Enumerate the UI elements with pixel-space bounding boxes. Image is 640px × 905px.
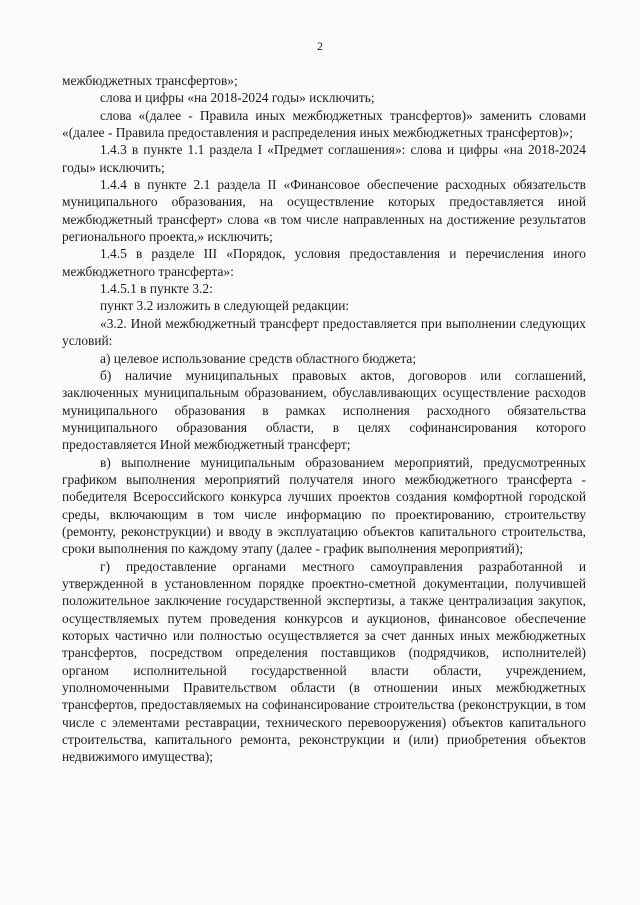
paragraph-new-edition: пункт 3.2 изложить в следующей редакции: <box>100 298 350 314</box>
paragraph-condition-g: г) предоставление органами местного самоуправления разработанной и утвержденной в установленном порядке проектно-сметной документации, получившей положительное заключение государственной экспертизы, а также централизация закупок, осуществляемых путем проведения конкурсов и аукционов, финансовое обеспечение которых частично или полностью осуществляется за счет данных иных межбюджетных трансфертов, посредством определения поставщиков (подрядчиков, исполнителей) органом исполнительной государственной власти области, учреждением, уполномоченными Правительством области (в отношении иных межбюджетных трансфертов, предоставляемых на софинансирование строительства (реконструкции, в том числе с элементами реставрации, технического перевооружения) объектов капитального строительства, капитального ремонта, реконструкции и (или) приобретения объектов недвижимого имущества); <box>62 558 586 765</box>
paragraph-1-4-3: 1.4.3 в пункте 1.1 раздела I «Предмет соглашения»: слова и цифры «на 2018-2024 годы» исключить; <box>62 142 586 175</box>
paragraph-3-2: «3.2. Иной межбюджетный трансферт предоставляется при выполнении следующих условий: <box>62 315 586 349</box>
paragraph-condition-b: б) наличие муниципальных правовых актов, договоров или соглашений, заключенных муниципальным образованием, обуславливающих осуществление расходов муниципального образования в рамках исполнения расходного обязательства муниципального образования области, в целях софинансирования которого предоставляется Иной межбюджетный трансферт; <box>62 367 586 453</box>
paragraph-replace-words: слова «(далее - Правила иных межбюджетных трансфертов)» заменить словами «(далее - Правила предоставления и распределения иных межбюджетных трансфертов)»; <box>62 107 586 141</box>
page-number: 2 <box>317 39 323 53</box>
paragraph-condition-a: а) целевое использование средств областного бюджета; <box>100 350 417 366</box>
paragraph-1-4-5: 1.4.5 в разделе III «Порядок, условия предоставления и перечисления иного межбюджетного трансферта»: <box>62 246 586 279</box>
paragraph-1-4-4: 1.4.4 в пункте 2.1 раздела II «Финансовое обеспечение расходных обязательств муниципального образования, на осуществление которых предоставляется иной межбюджетный трансферт» слова «в том числе направленных на достижение результатов регионального проекта,» исключить; <box>62 177 586 245</box>
paragraph-condition-v: в) выполнение муниципальным образованием мероприятий, предусмотренных графиком выполнения мероприятий получателя иного межбюджетного трансферта - победителя Всероссийского конкурса лучших проектов создания комфортной городской среды, включающим в том числе информацию по проектированию, строительству (ремонту, реконструкции) и вводу в эксплуатацию объектов капитального строительства, сроки выполнения по каждому этапу (далее - график выполнения мероприятий); <box>62 454 586 557</box>
paragraph-remove-years: слова и цифры «на 2018-2024 годы» исключить; <box>100 90 375 106</box>
paragraph-1-4-5-1: 1.4.5.1 в пункте 3.2: <box>100 281 213 297</box>
paragraph-continuation: межбюджетных трансфертов»; <box>62 73 238 88</box>
document-body <box>62 72 586 766</box>
